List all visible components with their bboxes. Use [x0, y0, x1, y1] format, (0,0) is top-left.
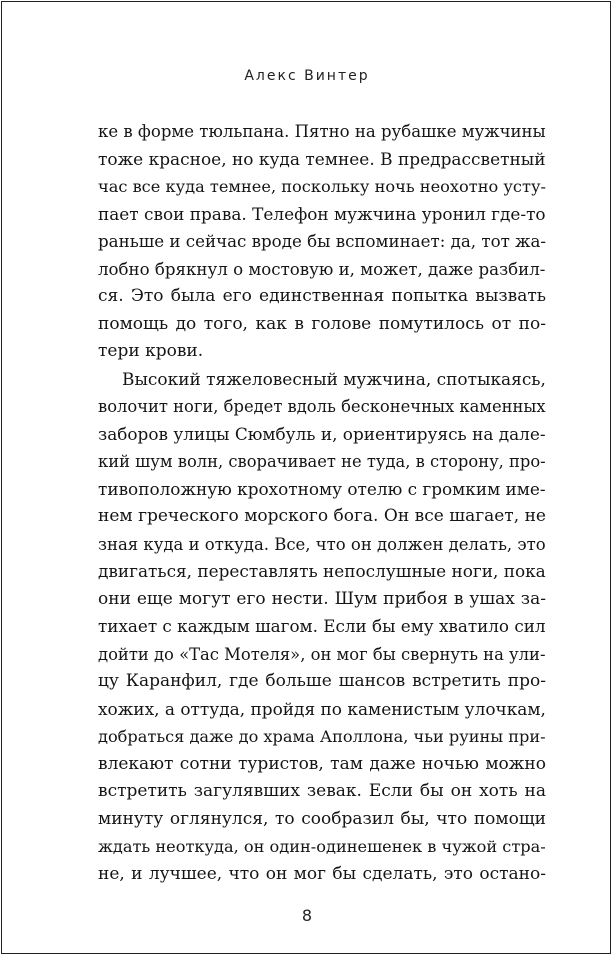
text-line: тивоположную крохотному отелю с громким име- [98, 478, 546, 499]
text-line: дойти до «Тас Мотеля», он мог бы свернуть на ули- [98, 644, 546, 664]
text-line: тихает с каждым шагом. Если бы ему хватило сил [98, 616, 546, 636]
text-line: добраться даже до храма Аполлона, чьи руины при- [98, 727, 546, 746]
text-line: волочит ноги, бредет вдоль бесконечных каменных [98, 397, 546, 416]
running-header-author: Алекс Винтер [244, 68, 370, 84]
text-line: не, и лучшее, что он мог бы сделать, это остано- [98, 863, 546, 884]
text-line: двигаться, переставлять непослушные ноги, пока [98, 561, 546, 581]
text-line: помощь до того, как в голове помутилось от по- [98, 313, 546, 334]
text-line: встретить загулявших зевак. Если бы он хоть на [98, 781, 546, 801]
text-line: час все куда темнее, поскольку ночь неохотно усту- [98, 177, 546, 196]
text-line: цу Каранфил, где больше шансов встретить про- [98, 671, 546, 691]
text-line: кий шум волн, сворачивает не туда, в сторону, про- [98, 452, 546, 471]
text-line: пает свои права. Телефон мужчина уронил где-то [98, 203, 546, 224]
text-line: ся. Это была его единственная попытка вызвать [98, 286, 547, 306]
text-line: хожих, а оттуда, пройдя по каменистым улочкам, [98, 698, 546, 719]
text-line: раньше и сейчас вроде бы вспоминает: да, тот жа- [98, 232, 547, 251]
text-line: тери крови. [98, 341, 204, 361]
paragraph-first-line: Высокий тяжеловесный мужчина, спотыкаясь, [122, 368, 546, 389]
text-line: ке в форме тюльпана. Пятно на рубашке мужчины [98, 122, 546, 141]
text-line: заборов улицы Сюмбуль и, ориентируясь на далe- [98, 423, 546, 444]
text-line: лобно брякнул о мостовую и, может, даже разбил- [98, 259, 546, 279]
text-line: минуту оглянулся, то сообразил бы, что помощи [98, 808, 546, 829]
text-line: зная куда и откуда. Все, что он должен делать, это [98, 534, 546, 554]
text-line: тоже красное, но куда темнее. В предрассветный [98, 148, 546, 169]
text-line: влекают сотни туристов, там даже ночью можно [98, 753, 546, 774]
page-number: 8 [301, 906, 313, 925]
text-line: ждать неоткуда, он один-одинешенек в чужой стра- [98, 837, 546, 856]
page-text [98, 118, 546, 888]
text-line: они еще могут его нести. Шум прибоя в ушах за- [98, 588, 546, 609]
text-line: нем греческого морского бога. Он все шагает, не [98, 506, 546, 526]
